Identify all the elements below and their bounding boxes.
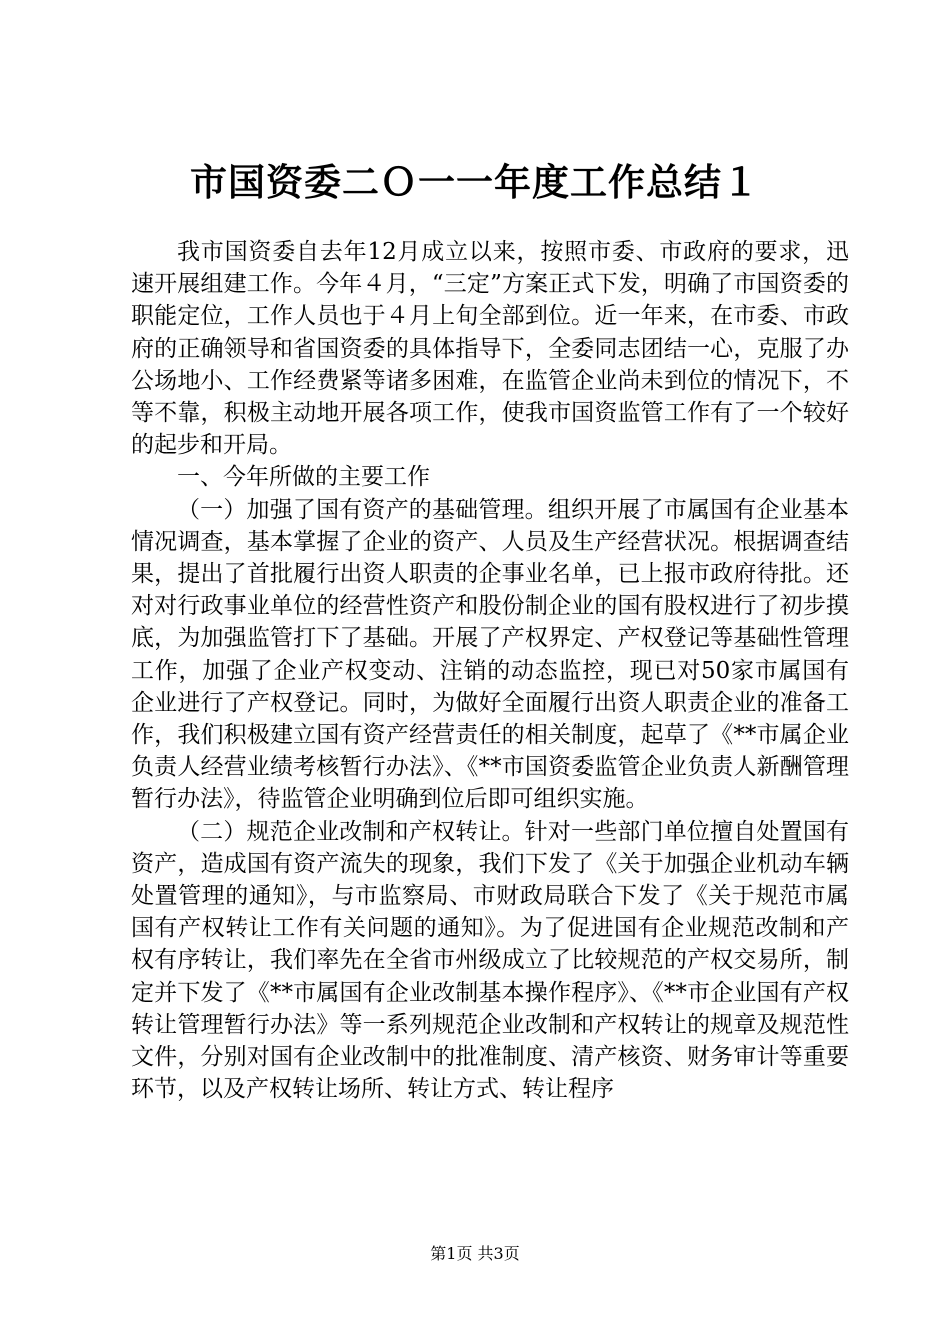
paragraph-intro: 我市国资委自去年12月成立以来，按照市委、市政府的要求，迅速开展组建工作。今年４月，“三定”方案正式下发，明确了市国资委的职能定位，工作人员也于４月上旬全部到位。近一年来，在市委、市政府的正确领导和省国资委的具体指导下，全委同志团结一心，克服了办公场地小、工作经费紧等诸多困难，在监管企业尚未到位的情况下，不等不靠，积极主动地开展各项工作，使我市国资监管工作有了一个较好的起步和开局。	[131, 239, 849, 459]
paragraph-section-2: （二）规范企业改制和产权转让。针对一些部门单位擅自处置国有资产，造成国有资产流失的现象，我们下发了《关于加强企业机动车辆处置管理的通知》，与市监察局、市财政局联合下发了《关于规范市属国有产权转让工作有关问题的通知》。为了促进国有企业规范改制和产权有序转让，我们率先在全省市州级成立了比较规范的产权交易所，制定并下发了《**市属国有企业改制基本操作程序》、《**市企业国有产权转让管理暂行办法》等一系列规范企业改制和产权转让的规章及规范性文件，分别对国有企业改制中的批准制度、清产核资、财务审计等重要环节，以及产权转让场所、转让方式、转让程序	[131, 818, 849, 1103]
section-heading: 一、今年所做的主要工作	[177, 464, 430, 491]
document-body	[131, 236, 849, 1105]
paragraph-section-1: （一）加强了国有资产的基础管理。组织开展了市属国有企业基本情况调查，基本掌握了企业的资产、人员及生产经营状况。根据调查结果，提出了首批履行出资人职责的企事业名单，已上报市政府待批。还对对行政事业单位的经营性资产和股份制企业的国有股权进行了初步摸底，为加强监管打下了基础。开展了产权界定、产权登记等基础性管理工作，加强了企业产权变动、注销的动态监控，现已对50家市属国有企业进行了产权登记。同时，为做好全面履行出资人职责企业的准备工作，我们积极建立国有资产经营责任的相关制度，起草了《**市属企业负责人经营业绩考核暂行办法》、《**市国资委监管企业负责人新酬管理暂行办法》，待监管企业明确到位后即可组织实施。	[131, 496, 849, 813]
page-number-footer: 第1页 共3页	[430, 1244, 520, 1263]
document-title: 市国资委二Ｏ一一年度工作总结１	[190, 160, 760, 204]
